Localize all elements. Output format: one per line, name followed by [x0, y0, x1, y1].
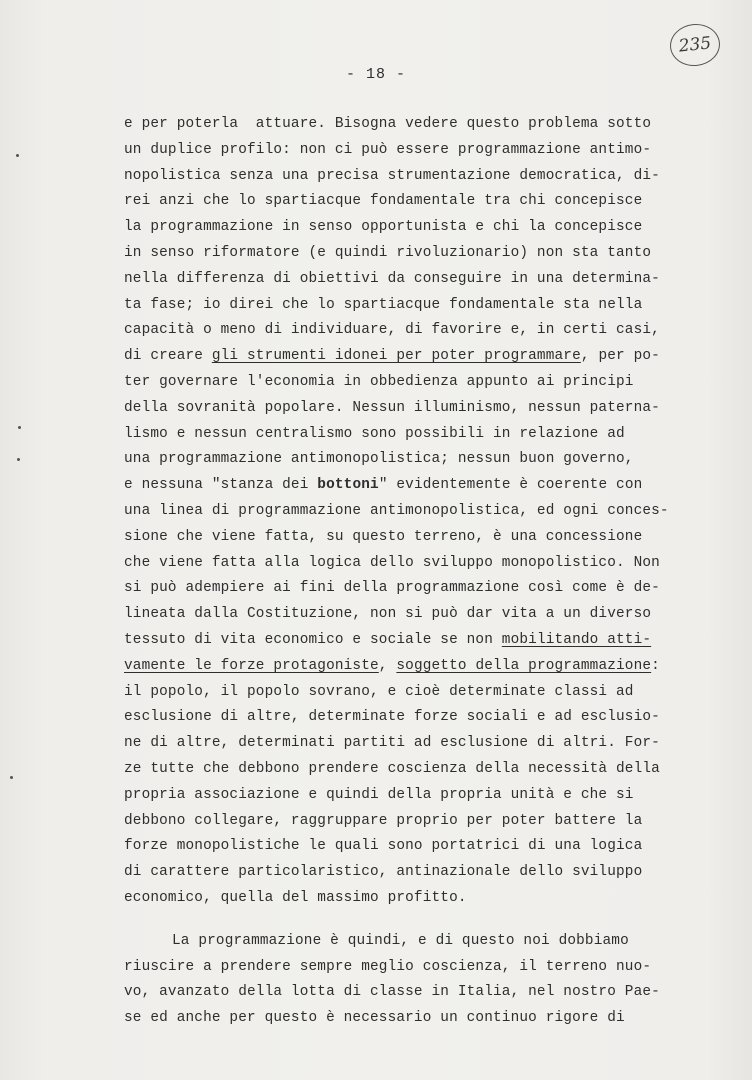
text-line	[124, 318, 684, 344]
text-line	[124, 370, 684, 396]
text-line	[124, 1006, 684, 1032]
text-segment: sione che viene fatta, su questo terreno, è una concessione	[124, 528, 643, 545]
text-segment: una programmazione antimonopolistica; nessun buon governo,	[124, 451, 634, 468]
text-segment: che viene fatta alla logica dello sviluppo monopolistico. Non	[124, 554, 660, 571]
text-segment: debbono collegare, raggruppare proprio per poter battere la	[124, 812, 643, 829]
margin-dot	[16, 154, 19, 157]
underlined-text: mobilitando atti-	[501, 631, 652, 648]
text-segment: economico, quella del massimo profitto.	[124, 889, 467, 906]
text-segment: nella differenza di obiettivi da conseguire in una determina-	[124, 270, 660, 287]
text-segment: ne di altre, determinati partiti ad esclusione di altri. For-	[124, 735, 660, 752]
text-line	[124, 860, 684, 886]
text-line	[124, 576, 684, 602]
text-segment: propria associazione e quindi della propria unità e che si	[124, 786, 634, 803]
text-line	[124, 267, 684, 293]
text-line	[124, 112, 684, 138]
body-text	[124, 112, 684, 1032]
text-line	[124, 929, 684, 955]
text-line	[124, 499, 684, 525]
text-segment: vo, avanzato della lotta di classe in Italia, nel nostro Pae-	[124, 984, 660, 1001]
text-line	[124, 344, 684, 370]
archive-number-stamp	[668, 22, 722, 69]
text-segment: forze monopolistiche le quali sono portatrici di una logica	[124, 838, 643, 855]
text-line	[124, 293, 684, 319]
text-segment: si può adempiere ai fini della programmazione così come è de-	[124, 580, 660, 597]
text-segment: di carattere particolaristico, antinazionale dello sviluppo	[124, 864, 643, 881]
text-segment: ter governare l'economia in obbedienza appunto ai principi	[124, 373, 634, 390]
bold-text: bottoni	[317, 477, 379, 494]
text-line	[124, 809, 684, 835]
text-segment: ,	[378, 657, 397, 674]
margin-dot	[17, 458, 20, 461]
text-segment: , per po-	[580, 348, 660, 365]
text-segment: una linea di programmazione antimonopolistica, ed ogni conces-	[124, 502, 669, 519]
text-segment: e per poterla attuare. Bisogna vedere questo problema sotto	[124, 116, 652, 132]
text-line	[124, 473, 684, 499]
text-segment: riuscire a prendere sempre meglio coscienza, il terreno nuo-	[124, 958, 652, 975]
text-line	[124, 241, 684, 267]
text-line	[124, 215, 684, 241]
text-line	[124, 164, 684, 190]
text-line	[124, 654, 684, 680]
text-line	[124, 886, 684, 912]
text-line	[124, 783, 684, 809]
text-segment: nopolistica senza una precisa strumentazione democratica, di-	[124, 167, 660, 184]
text-segment: e nessuna "stanza dei	[124, 477, 318, 494]
text-line	[124, 602, 684, 628]
text-line	[124, 396, 684, 422]
text-line	[124, 955, 684, 981]
text-segment: la programmazione in senso opportunista e chi la concepisce	[124, 219, 643, 236]
text-segment: lismo e nessun centralismo sono possibili in relazione ad	[124, 425, 625, 442]
underlined-text: soggetto della programmazione	[396, 657, 652, 674]
text-segment: se ed anche per questo è necessario un continuo rigore di	[124, 1010, 625, 1027]
text-line	[124, 551, 684, 577]
text-line	[124, 680, 684, 706]
underlined-text: vamente le forze protagoniste	[124, 657, 379, 674]
text-segment: capacità o meno di individuare, di favorire e, in certi casi,	[124, 322, 660, 339]
text-line	[124, 189, 684, 215]
text-segment: esclusione di altre, determinate forze sociali e ad esclusio-	[124, 709, 660, 726]
text-segment: il popolo, il popolo sovrano, e cioè determinate classi ad	[124, 683, 634, 700]
text-line	[124, 422, 684, 448]
text-segment: di creare	[124, 348, 212, 365]
text-segment: ta fase; io direi che lo spartiacque fondamentale sta nella	[124, 296, 643, 313]
text-line	[124, 731, 684, 757]
text-line	[124, 757, 684, 783]
margin-dot	[18, 426, 21, 429]
text-segment: rei anzi che lo spartiacque fondamentale tra chi concepisce	[124, 193, 643, 210]
text-segment: tessuto di vita economico e sociale se non	[124, 631, 502, 648]
margin-dot	[10, 776, 13, 779]
archive-number-text: 235	[677, 33, 713, 57]
text-line	[124, 447, 684, 473]
underlined-text: gli strumenti idonei per poter programmare	[211, 348, 581, 365]
text-segment: " evidentemente è coerente con	[378, 477, 643, 494]
text-segment: La programmazione è quindi, e di questo noi dobbiamo	[172, 932, 629, 949]
text-line	[124, 138, 684, 164]
text-line	[124, 834, 684, 860]
text-line	[124, 525, 684, 551]
text-segment: lineata dalla Costituzione, non si può dar vita a un diverso	[124, 606, 652, 623]
text-segment: della sovranità popolare. Nessun illuminismo, nessun paterna-	[124, 399, 660, 416]
text-line	[124, 705, 684, 731]
text-line	[124, 628, 684, 654]
text-segment: un duplice profilo: non ci può essere programmazione antimo-	[124, 141, 652, 158]
text-segment: ze tutte che debbono prendere coscienza della necessità della	[124, 760, 660, 777]
page-number: - 18 -	[345, 66, 406, 83]
text-segment: :	[651, 657, 660, 674]
text-segment: in senso riformatore (e quindi rivoluzionario) non sta tanto	[124, 244, 652, 261]
text-line	[124, 980, 684, 1006]
